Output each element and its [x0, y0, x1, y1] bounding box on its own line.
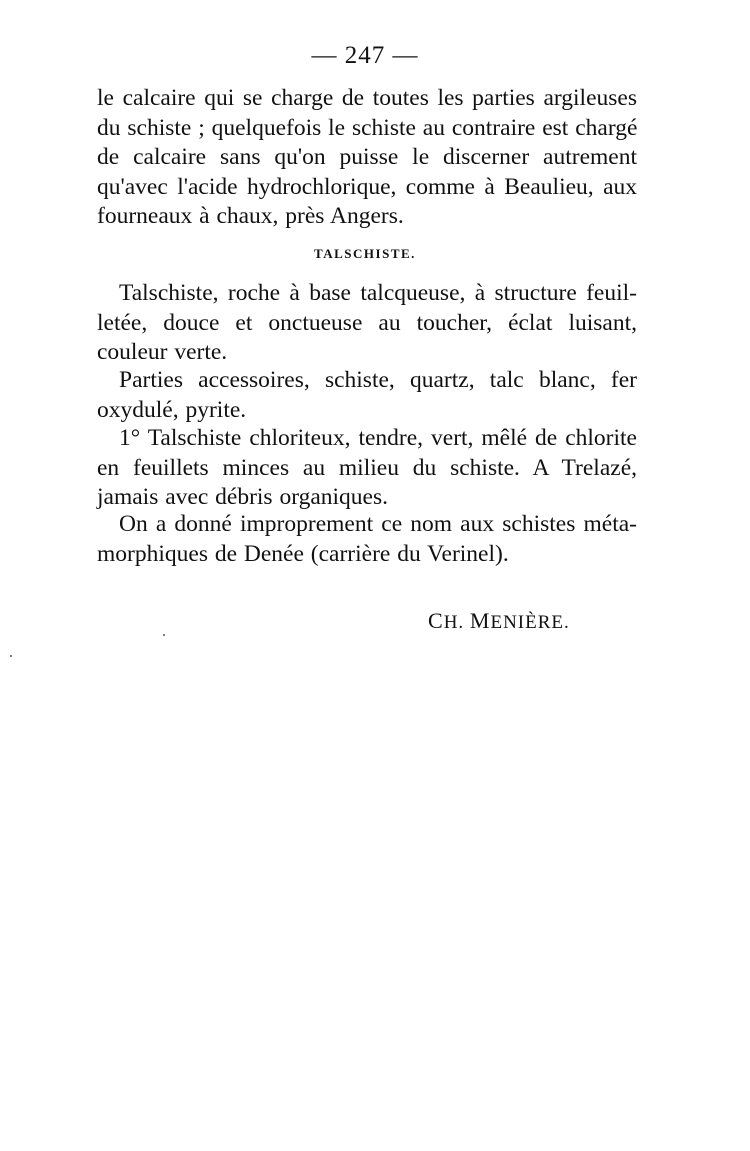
signature-surname-cap: M [469, 608, 491, 633]
page-number: — 247 — [311, 42, 419, 69]
text-line: oxydulé, pyrite. [97, 396, 247, 423]
text-line: Parties accessoires, schiste, quartz, talc blanc, fer [119, 367, 637, 393]
paragraph-accessory-parts [97, 366, 637, 425]
text-line: qu'avec l'acide hydrochlorique, comme à Beaulieu, aux [97, 173, 637, 200]
text-line: fourneaux à chaux, près Angers. [97, 203, 404, 229]
intro-paragraph [97, 84, 637, 232]
text-line: letée, douce et onctueuse au toucher, éclat luisant, [97, 309, 637, 336]
text-line: morphiques de Denée (carrière du Verinel). [97, 540, 509, 567]
text-line: 1° Talschiste chloriteux, tendre, vert, mêlé de chlorite [119, 425, 637, 451]
section-heading: TALSCHISTE. [314, 246, 416, 261]
text-line: du schiste ; quelquefois le schiste au contraire est chargé [97, 114, 638, 141]
paragraph-misnomer [97, 510, 637, 569]
paragraph-chloritic-talschiste [97, 424, 637, 513]
print-speck [10, 655, 12, 657]
text-line: le calcaire qui se charge de toutes les parties argileuses [97, 85, 637, 111]
text-line: en feuillets minces au milieu du schiste. A Trelazé, [97, 454, 637, 481]
signature-initial-rest: H. [443, 612, 465, 633]
text-line: Talschiste, roche à base talcqueuse, à structure feuil- [119, 280, 637, 306]
text-line: de calcaire sans qu'on puisse le discerner autrement [97, 144, 637, 170]
text-line: jamais avec débris organiques. [97, 484, 389, 510]
text-line: On a donné improprement ce nom aux schistes méta- [119, 511, 637, 537]
print-speck [163, 634, 165, 636]
signature-initial-cap: C [428, 608, 444, 633]
signature-surname-rest: ENIÈRE. [490, 612, 570, 633]
author-signature [428, 608, 570, 634]
paragraph-talschiste-definition [97, 279, 637, 368]
text-line: couleur verte. [97, 339, 228, 365]
